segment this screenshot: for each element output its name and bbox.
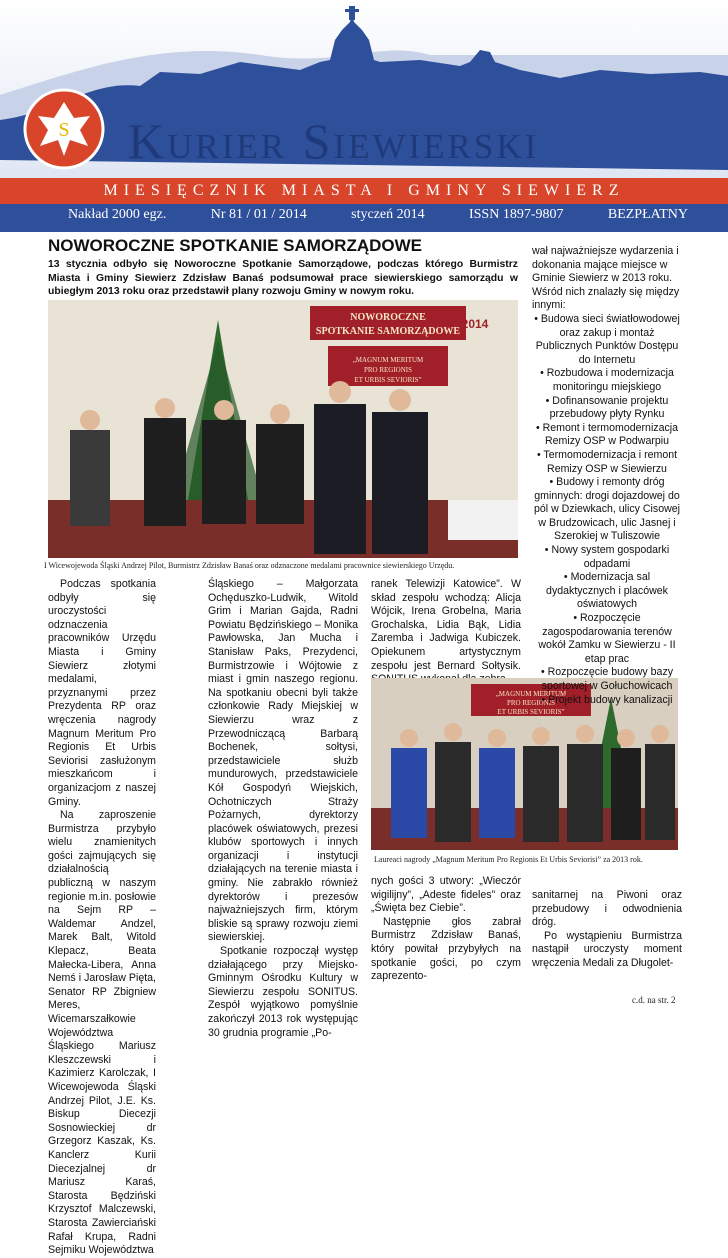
free-label: BEZPŁATNY — [607, 207, 688, 222]
column-3-bottom — [371, 875, 521, 984]
sign2-line1: „MAGNUM MERITUM — [495, 690, 567, 698]
masthead — [0, 0, 728, 232]
list-item: • Modernizacja sal dydaktycznych i placówek oświatowych — [546, 571, 668, 611]
right-intro: wał najważniejsze wydarzenia i dokonania mające miejsce w Gminie Siewierz w 2013 roku. Wśród nich znalazły się między innymi: — [532, 245, 680, 312]
sign-et-urbis: ET URBIS SEVIORIS” — [354, 376, 422, 384]
column-3-top — [371, 578, 521, 687]
list-item: • Rozbudowa i modernizacja monitoringu miejskiego — [540, 367, 674, 393]
col2-paragraph: Śląskiego – Małgorzata Ochęduszko-Ludwik, Witold Grim i Marian Gajda, Radni Powiatu Będzińskiego – Monika Pawłowska, Jan Mucha i Stanisław Paks, Prezydenci, Burmistrzowie i Wójtowie z miast i gmin naszego regionu. Na spotkaniu obecni byli także członkowie Rady Miejskiej w Siewierzu wraz z Przewodniczącą Barbarą Bochenek, sołtysi, przedstawiciele służb mundurowych, przedstawiciele Kół Gospodyń Wiejskich, Ochotniczych Straży Pożarnych, dyrektorzy placówek oświatowych, prezesi klubów sportowych i innych organizacji i instytucji działających na terenie miasta i gminy. Nie zabrakło również dyrektorów i prezesów najważniejszych firm, którym bliskie są sprawy rozwoju ziemi siewierskiej. — [208, 578, 358, 944]
sign-magnum-meritum: „MAGNUM MERITUM — [352, 356, 424, 364]
list-item: • Remont i termomodernizacja Remizy OSP w Podwarpiu — [535, 421, 679, 448]
article-lead: 13 stycznia odbyło się Noworoczne Spotkanie Samorządowe, podczas którego Burmistrz Miasta i Gminy Siewierz Zdzisław Banaś podsumował prace siewierskiego samorządu w ubiegłym 2013 roku oraz przedstawił plany rozwoju Gminy w nowym roku. — [48, 259, 518, 298]
circulation: Nakład 2000 egz. — [68, 207, 167, 222]
column-2 — [208, 578, 358, 1040]
column-4-top — [532, 245, 682, 707]
col1-paragraph: Podczas spotkania odbyły się uroczystości odznaczenia pracowników Urzędu Miasta i Gminy Siewierz złotymi medalami, przyznanymi przez Prezydenta RP oraz wręczenia nagrody Magnum Meritum Pro Regionis Et Urbis Seviorisi zasłużonym mieszkańcom i organizacjom z naszej Gminy. — [48, 578, 156, 808]
col1-paragraph: Na zaproszenie Burmistrza przybyło wielu znamienitych gości zajmujących się działalnością publiczną w naszym regionie m.in. posłowie na Sejm RP – Waldemar Andzel, Marek Balt, Witold Klepacz, Beata Małecka-Libera, Anna Nemś i Jarosław Pięta, Senator RP Zbigniew Meres, Wicemarszałkowie Województwa Śląskiego Mariusz Kleszczewski i Kazimierz Karolczak, I Wicewojewoda Śląski Andrzej Pilot, J.E. Ks. Biskup Diecezji Sosnowieckiej dr Grzegorz Kaszak, Ks. Kanclerz Kurii Diecezjalnej dr Mariusz Karaś, Starosta Będziński Krzysztof Malczewski, Starosta Zawierciański Rafał Krupa, Radni Sejmiku Województwa — [48, 809, 156, 1257]
col4b-paragraph: sanitarnej na Piwoni oraz przebudowy i odwodnienia dróg. — [532, 889, 682, 929]
list-item: • Budowy i remonty dróg gminnych: drogi dojazdowej do pól w Dziewkach, ulicy Cisowej w Brudzowicach, ulic Jasnej i Szerokiej w Tuliszowie — [533, 476, 680, 543]
list-item: • Rozpoczęcie zagospodarowania terenów wokół Zamku w Siewierzu - II etap prac — [538, 612, 676, 665]
list-item: • Projekt budowy kanalizacji — [541, 693, 673, 706]
list-item: • Nowy system gospodarki odpadami — [544, 544, 670, 570]
issue-date: styczeń 2014 — [351, 207, 425, 222]
newspaper-subtitle: MIESIĘCZNIK MIASTA I GMINY SIEWIERZ — [103, 182, 625, 199]
banner-year: 2014 — [461, 317, 489, 331]
col3-paragraph: ranek Telewizji Katowice”. W skład zespołu wchodzą: Alicja Wójcik, Irena Grobelna, Maria Grochalska, Lidia Bąk, Lidia Zaremba i Jadwiga Kubiczek. Opiekunem artystycznym zespołu jest Bernard Sołtysik. — [371, 578, 521, 672]
photo2-caption: Laureaci nagrody „Magnum Meritum Pro Regionis Et Urbis Seviorisi” za 2013 rok. — [374, 855, 643, 864]
col4b-paragraph: Po wystąpieniu Burmistrza nastąpił uroczysty moment wręczenia Medali za Długolet- — [532, 929, 682, 969]
svg-text:S: S — [58, 119, 70, 141]
list-item: • Dofinansowanie projektu przebudowy płyty Rynku — [545, 394, 669, 421]
article-headline: NOWOROCZNE SPOTKANIE SAMORZĄDOWE — [48, 236, 422, 255]
issue-number: Nr 81 / 01 / 2014 — [210, 207, 307, 222]
newspaper-title: Kurier Siewierski — [128, 113, 540, 169]
photo1-caption: I Wicewojewoda Śląski Andrzej Pilot, Burmistrz Zdzisław Banaś oraz odznaczone medalami pracownice siewierskiego Urzędu. — [44, 561, 455, 570]
issue-info — [68, 207, 688, 223]
banner-text-line2: SPOTKANIE SAMORZĄDOWE — [315, 326, 461, 337]
list-item: • Termomodernizacja i remont Remizy OSP w Siewierzu — [536, 448, 678, 475]
sign2-line3: ET URBIS SEVIORIS” — [497, 708, 565, 716]
column-1 — [48, 578, 156, 1258]
sign-pro-regionis: PRO REGIONIS — [363, 366, 413, 374]
col3b-paragraph: nych gości 3 utwory: „Wieczór wigilijny”, „Adeste fideles” oraz „Święta bez Ciebie”. — [371, 875, 521, 915]
continued-note: c.d. na str. 2 — [632, 995, 676, 1005]
photo-award-ceremony — [48, 300, 518, 558]
col2-paragraph: Spotkanie rozpoczął występ działającego przy Miejsko-Gminnym Ośrodku Kultury w Siewierzu zespołu SONITUS. Zespół wyjątkowo pomyślnie zakończył 2013 rok występując 30 grudnia programie „Po- — [208, 945, 358, 1039]
list-item: • Budowa sieci światłowodowej oraz zakup i montaż Publicznych Punktów Dostępu do Internetu — [534, 312, 680, 366]
list-item: • Rozpoczęcie budowy bazy sportowej w Gołuchowicach — [540, 666, 674, 692]
siewierz-emblem — [18, 88, 110, 170]
banner-text-line1: NOWOROCZNE — [350, 312, 426, 323]
column-4-bottom — [532, 889, 682, 971]
issn: ISSN 1897-9807 — [468, 207, 564, 222]
sign2-line2: PRO REGIONIS — [506, 699, 556, 707]
col3b-paragraph: Następnie głos zabrał Burmistrz Zdzisław Banaś, który powitał przybyłych na spotkanie gości, po czym zaprezento- — [371, 915, 521, 983]
